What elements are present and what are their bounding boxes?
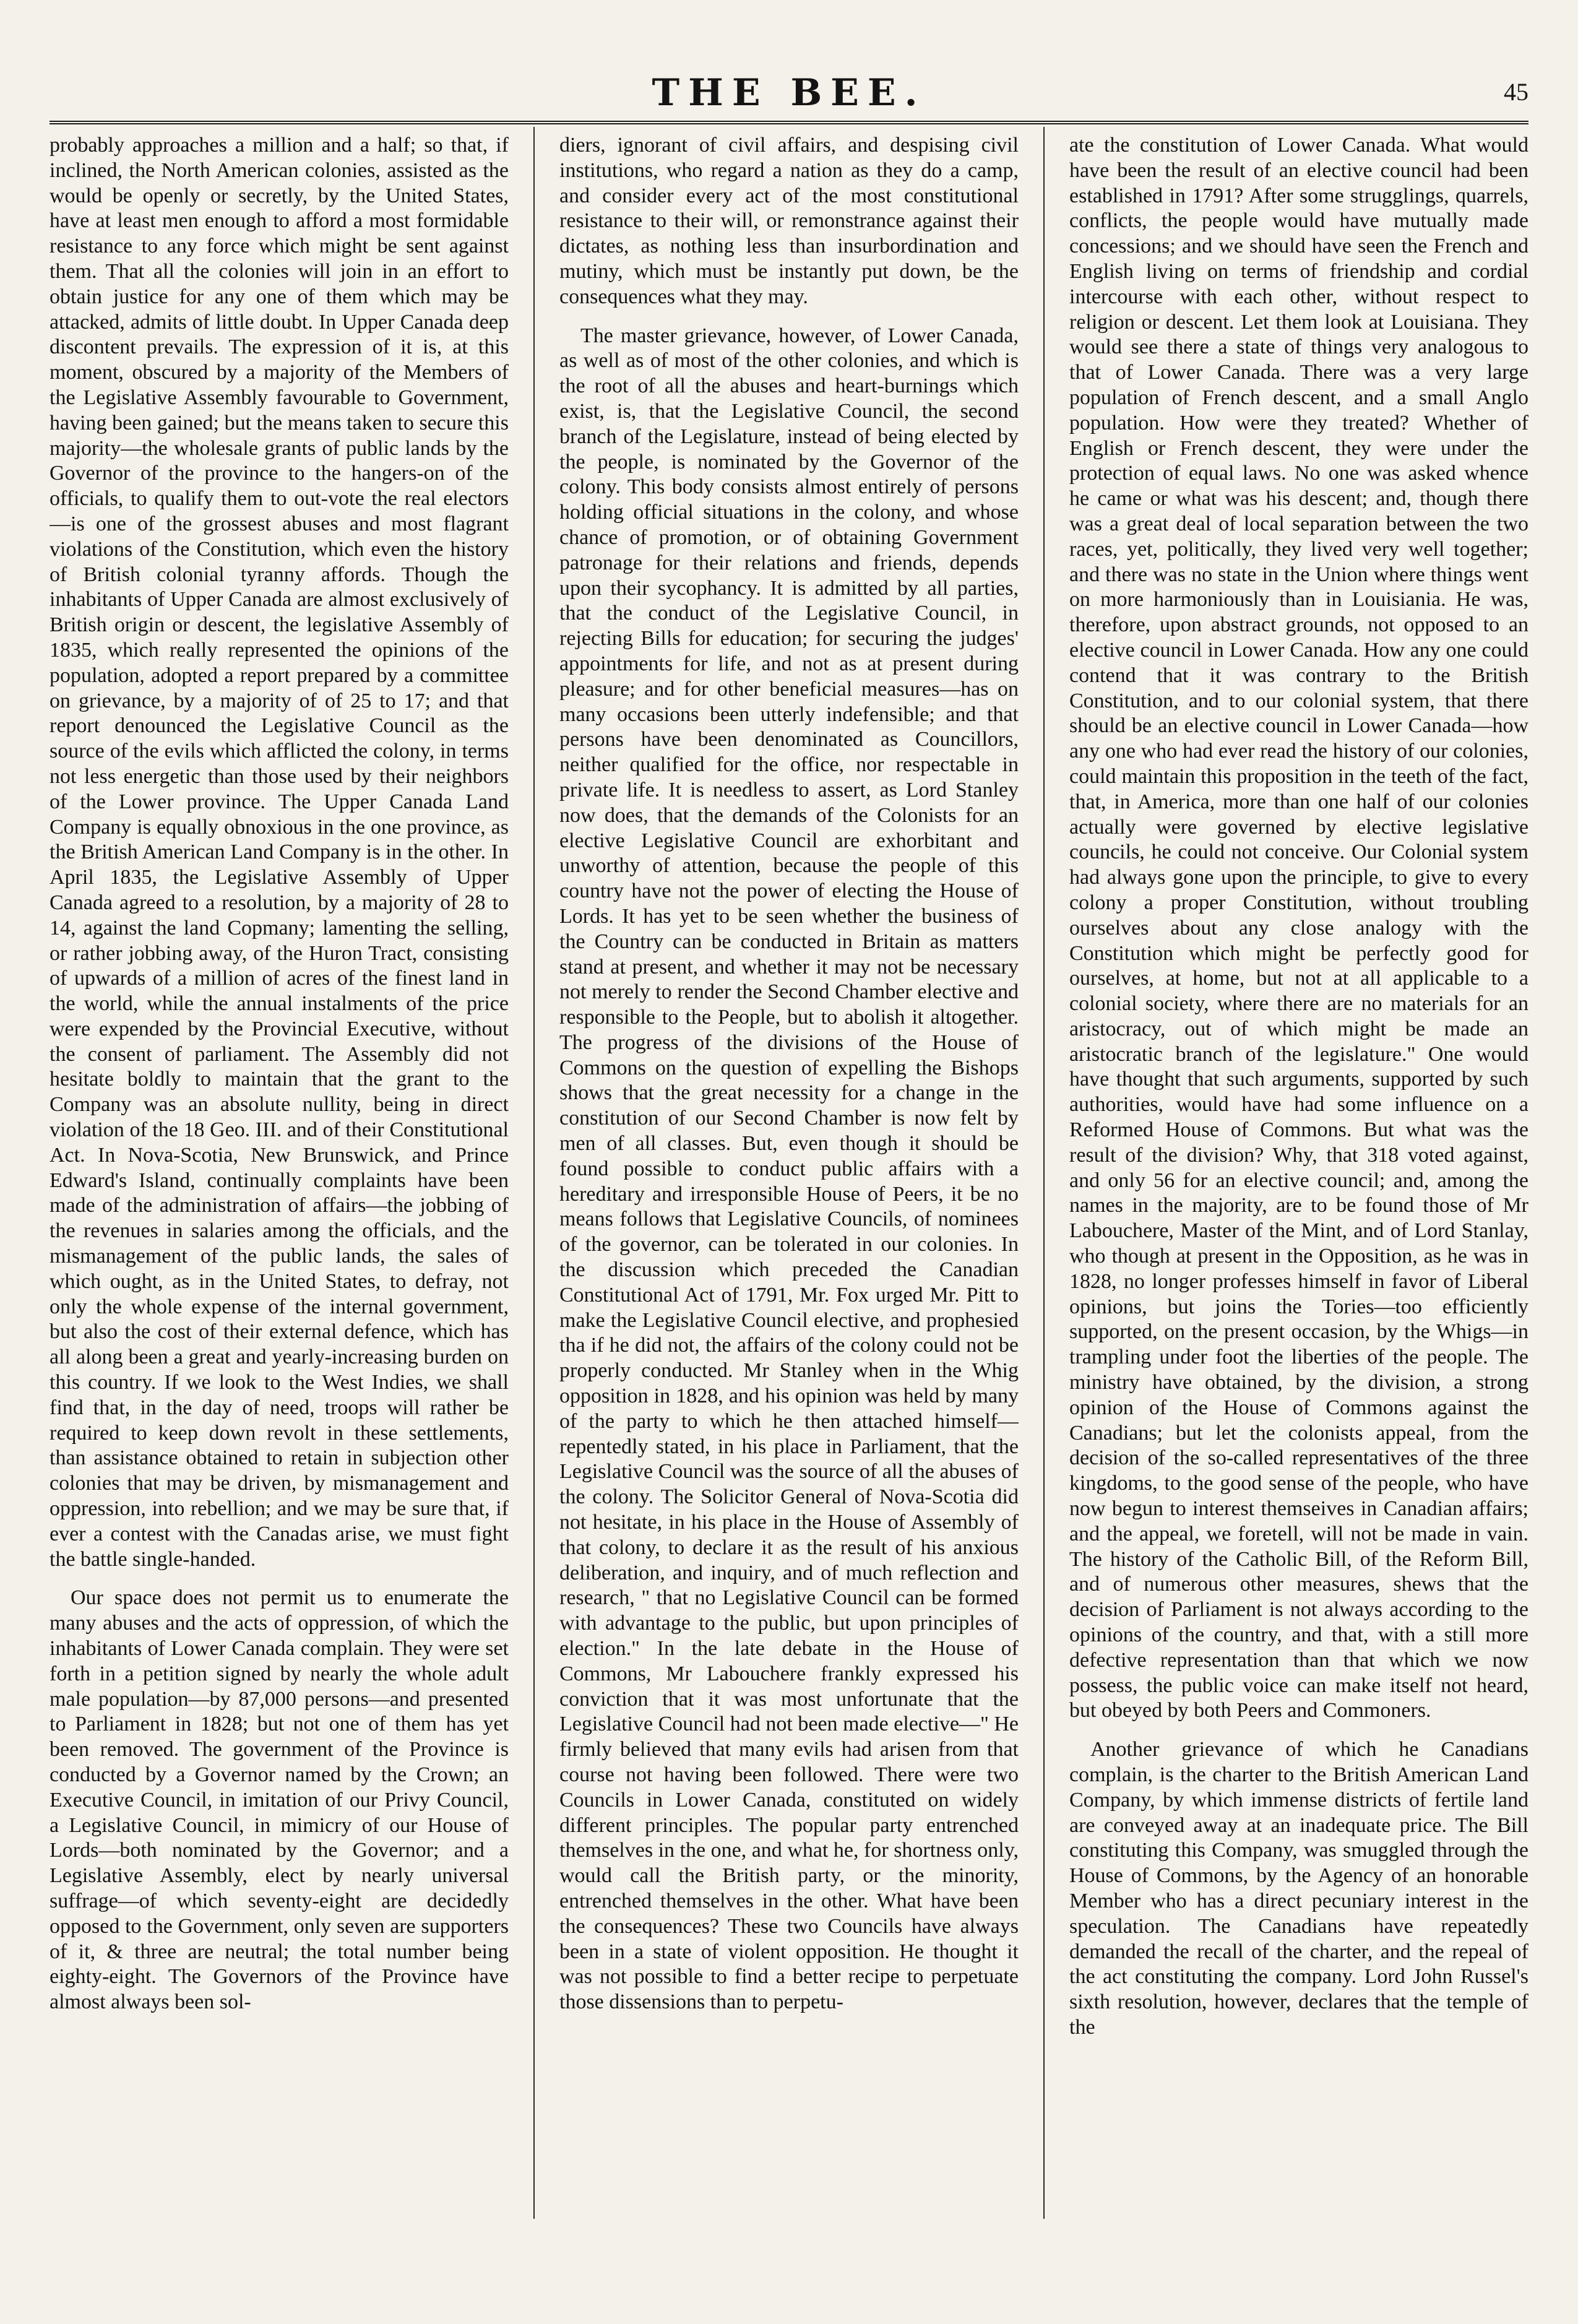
- column-2: [559, 133, 1019, 2213]
- paragraph: probably approaches a million and a half; so that, if inclined, the North American colonies, assisted as the would be openly or secretly, by the United States, have at least men enough to afford a most formidable resistance to any force which might be sent against them. That all the colonies will join in an effort to obtain justice for any one of them which may be attacked, admits of little doubt. In Upper Canada deep discontent prevails. The expression of it is, at this moment, obscured by a majority of the Members of the Legislative Assembly favourable to Government, having been gained; but the means taken to secure this majority—the wholesale grants of public lands by the Governor of the province to the hangers-on of the officials, to qualify them to out-vote the real electors—is one of the grossest abuses and most flagrant violations of the Constitution, which even the history of British colonial tyranny affords. Though the inhabitants of Upper Canada are almost exclusively of British origin or descent, the legislative Assembly of 1835, which really represented the opinions of the population, adopted a report prepared by a committee on grievance, by a majority of of 25 to 17; and that report denounced the Legislative Council as the source of the evils which afflicted the colony, in terms not less energetic than those used by their neighbors of the Lower province. The Upper Canada Land Company is equally obnoxious in the one province, as the British American Land Company is in the other. In April 1835, the Legislative Assembly of Upper Canada agreed to a resolution, by a majority of 28 to 14, against the land Copmany; lamenting the selling, or rather jobbing away, of the Huron Tract, consisting of upwards of a million of acres of the finest land in the world, while the annual instalments of the price were expended by the Provincial Executive, without the consent of parliament. The Assembly did not hesitate boldly to maintain that the grant to the Company was an absolute nullity, being in direct violation of the 18 Geo. III. and of their Constitutional Act. In Nova-Scotia, New Brunswick, and Prince Edward's Island, continually complaints have been made of the administration of affairs—the jobbing of the revenues in salaries among the officials, and the mismanagement of the public lands, the sales of which ought, as in the United States, to defray, not only the whole expense of the internal government, but also the cost of their external defence, which has all along been a great and yearly-increasing burden on this country. If we look to the West Indies, we shall find that, in the day of need, troops will rather be required to keep down revolt in these settlements, than assistance obtained to retain in subjection other colonies that may be driven, by mismanagement and oppression, into rebellion; and we may be sure that, if ever a contest with the Canadas arise, we must fight the battle single-handed.: [50, 134, 509, 1571]
- column-1: [50, 133, 509, 2213]
- column-divider: [533, 127, 535, 2219]
- newspaper-title: THE BEE.: [652, 71, 926, 114]
- paragraph: diers, ignorant of civil affairs, and despising civil institutions, who regard a nation as they do a camp, and consider every act of the most constitutional resistance to their will, or remonstrance against their dictates, as nothing less than insurbordination and mutiny, which must be instantly put down, be the consequences what they may.: [559, 134, 1019, 308]
- page-number: 45: [1504, 78, 1528, 106]
- column-3: [1069, 133, 1528, 2213]
- column-divider: [1043, 127, 1045, 2219]
- paragraph: ate the constitution of Lower Canada. What would have been the result of an elective council had been established in 1791? After some strugglings, quarrels, conflicts, the people would have mutually made concessions; and we should have seen the French and English living on terms of friendship and cordial intercourse with each other, without respect to religion or descent. Let them look at Louisiana. They would see there a state of things very analogous to that of Lower Canada. There was a very large population of French descent, and a small Anglo population. How were they treated? Whether of English or French descent, they were under the protection of equal laws. No one was asked whence he came or what was his descent; and, though there was a great deal of local separation between the two races, yet, politically, they lived very well together; and there was no state in the Union where things went on more harmoniously than in Louisiania. He was, therefore, upon abstract grounds, not opposed to an elective council in Lower Canada. How any one could contend that it was contrary to the British Constitution, and to our colonial system, that there should be an elective council in Lower Canada—how any one who had ever read the history of our colonies, could maintain this proposition in the teeth of the fact, that, in America, more than one half of our colonies actually were governed by elective legislative councils, he could not conceive. Our Colonial system had always gone upon the principle, to give to every colony a proper Constitution, without troubling ourselves about any close analogy with the Constitution which might be perfectly good for ourselves, at home, but not at all applicable to a colonial society, where there are no materials for an aristocracy, out of which might be made an aristocratic branch of the legislature." One would have thought that such arguments, supported by such authorities, would have had some influence on a Reformed House of Commons. But what was the result of the division? Why, that 318 voted against, and only 56 for an elective council; and, among the names in the majority, are to be found those of Mr Labouchere, Master of the Mint, and of Lord Stanlay, who though at present in the Opposition, as he was in 1828, no longer professes himself in favor of Liberal opinions, but joins the Tories—too efficiently supported, on the present occasion, by the Whigs—in trampling under foot the liberties of the people. The ministry have obtained, by the division, a strong opinion of the House of Commons against the Canadians; but let the colonists appeal, from the decision of the so-called representatives of the three kingdoms, to the good sense of the people, who have now begun to interest themseives in Canadian affairs; and the appeal, we foretell, will not be made in vain. The history of the Catholic Bill, of the Reform Bill, and of numerous other measures, shews that the decision of Parliament is not always according to the opinions of the country, and that, with a still more defective representation than that which we now possess, the public voice can make itself not heard, but obeyed by both Peers and Commoners.: [1069, 134, 1528, 1722]
- paragraph: Another grievance of which he Canadians complain, is the charter to the British American Land Company, by which immense districts of fertile land are conveyed away at an inadequate price. The Bill constituting this Company, was smuggled through the House of Commons, by the Agency of an honorable Member who has a direct pecuniary interest in the speculation. The Canadians have repeatedly demanded the recall of the charter, and the repeal of the act constituting the company. Lord John Russel's sixth resolution, however, declares that the temple of the: [1069, 1738, 1528, 2039]
- paragraph: The master grievance, however, of Lower Canada, as well as of most of the other colonies, and which is the root of all the abuses and heart-burnings which exist, is, that the Legislative Council, the second branch of the Legislature, instead of being elected by the people, is nominated by the Governor of the colony. This body consists almost entirely of persons holding official situations in the colony, and whose chance of promotion, or of obtaining Government patronage for their relations and friends, depends upon their sycophancy. It is admitted by all parties, that the conduct of the Legislative Council, in rejecting Bills for education; for securing the judges' appointments for life, and not as at present during pleasure; and for other beneficial measures—has on many occasions been utterly indefensible; and that persons have been denominated as Councillors, neither qualified for the office, nor respectable in private life. It is needless to assert, as Lord Stanley now does, that the demands of the Colonists for an elective Legislative Council are exhorbitant and unworthy of attention, because the people of this country have not the power of electing the House of Lords. It has yet to be seen whether the business of the Country can be conducted in Britain as matters stand at present, and whether it may not be necessary not merely to render the Second Chamber elective and responsible to the People, but to abolish it altogether. The progress of the divisions of the House of Commons on the question of expelling the Bishops shows that the great necessity for a change in the constitution of our Second Chamber is now felt by men of all classes. But, even though it should be found possible to conduct public affairs with a hereditary and irresponsible House of Peers, it be no means follows that Legislative Councils, of nominees of the governor, can be tolerated in our colonies. In the discussion which preceded the Canadian Constitutional Act of 1791, Mr. Fox urged Mr. Pitt to make the Legislative Council elective, and prophesied tha if he did not, the affairs of the colony could not be properly conducted. Mr Stanley when in the Whig opposition in 1828, and his opinion was held by many of the party to which he then attached himself—repentedly stated, in his place in Parliament, that the Legislative Council was the source of all the abuses of the colony. The Solicitor General of Nova-Scotia did not hesitate, in his place in the House of Assembly of that colony, to declare it as the result of his anxious deliberation, and inquiry, and of much reflection and research, " that no Legislative Council can be formed with advantage to the public, but upon principles of election." In the late debate in the House of Commons, Mr Labouchere frankly expressed his conviction that it was most unfortunate that the Legislative Council had not been made elective—" He firmly believed that many evils had arisen from that course not having been followed. There were two Councils in Lower Canada, constituted on widely different principles. The popular party entrenched themselves in the one, and what he, for shortness only, would call the British party, or the minority, entrenched themselves in the other. What have been the consequences? These two Councils have always been in a state of violent opposition. He thought it was not possible to find a better recipe to perpetuate those dissensions than to perpetu-: [559, 324, 1019, 2014]
- paragraph: Our space does not permit us to enumerate the many abuses and the acts of oppression, of which the inhabitants of Lower Canada complain. They were set forth in a petition signed by nearly the whole adult male population—by 87,000 persons—and presented to Parliament in 1828; but not one of them has yet been removed. The government of the Province is conducted by a Governor named by the Crown; an Executive Council, in imitation of our Privy Council, a Legislative Council, in mimicry of our House of Lords—both nominated by the Governor; and a Legislative Assembly, elect by nearly universal suffrage—of which seventy-eight are decidedly opposed to the Government, only seven are supporters of it, & three are neutral; the total number being eighty-eight. The Governors of the Province have almost always been sol-: [50, 1586, 509, 2014]
- masthead: [50, 65, 1528, 124]
